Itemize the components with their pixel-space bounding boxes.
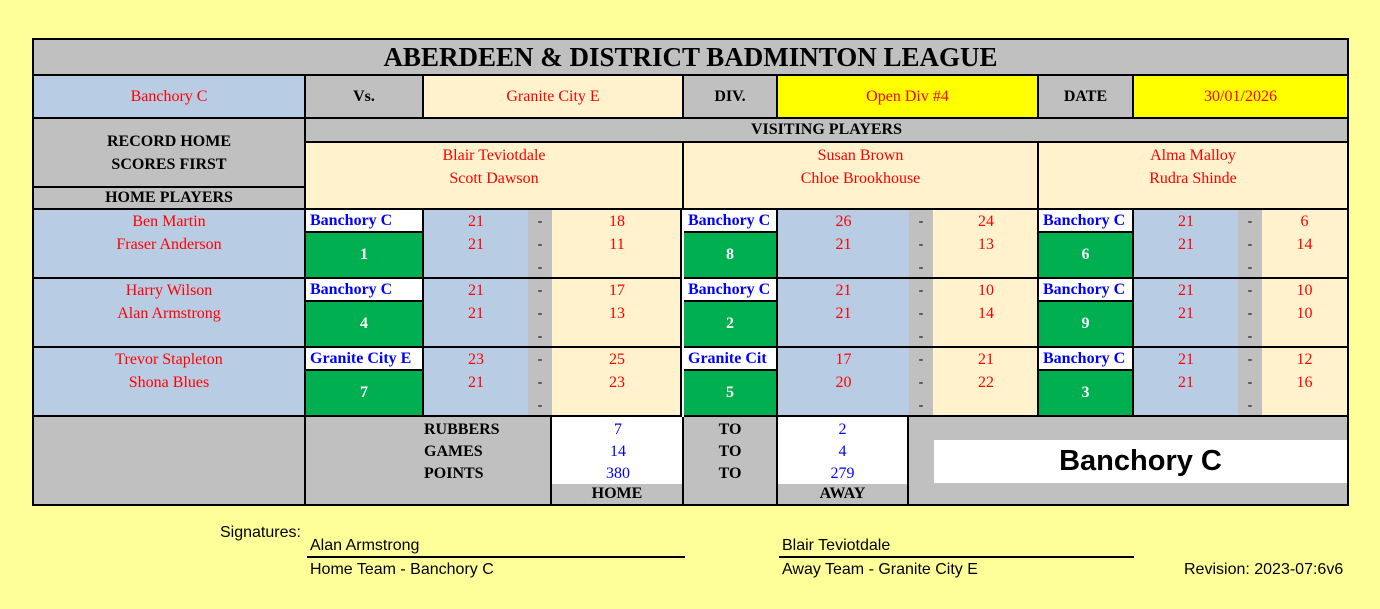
game-winner-r2c2: Banchory C [684,279,778,302]
game2-home-score-r3c2[interactable]: 20 [835,374,852,391]
game-winner-r1c3: Banchory C [1039,210,1134,233]
rubber-number-r1c3: 6 [1039,233,1134,279]
game2-away-score-r3c3[interactable]: 16 [1296,374,1313,391]
visiting-pair-3-player-2: Rudra Shinde [1149,170,1237,187]
visiting-pair-1-player-2: Scott Dawson [449,170,539,187]
visiting-pair-1-player-1: Blair Teviotdale [442,147,546,164]
score-separator-r3c2-1: - [918,352,924,367]
rubbers-away: 2 [838,421,847,438]
home-pair-1-player-2: Fraser Anderson [116,236,222,253]
score-separator-r3c1-1: - [537,352,543,367]
home-team-field[interactable]: Banchory C [34,76,306,119]
game1-away-score-r2c3[interactable]: 10 [1296,282,1313,299]
home-pair-1[interactable] [34,210,306,279]
visiting-players-label: VISITING PLAYERS [306,119,1347,143]
game-winner-r2c3: Banchory C [1039,279,1134,302]
home-pair-2-player-1: Harry Wilson [125,282,213,299]
game1-away-score-r2c2[interactable]: 10 [978,282,994,299]
home-pair-1-player-1: Ben Martin [132,213,206,230]
home-pair-2-player-2: Alan Armstrong [117,305,221,322]
home-pair-3-player-2: Shona Blues [128,374,210,391]
totals-blank [34,417,306,504]
score-separator-r1c3-1: - [1247,214,1253,229]
record-home-line2: SCORES FIRST [111,155,227,173]
game2-home-score-r1c2[interactable]: 21 [835,236,852,253]
home-label: HOME [552,484,684,504]
game2-home-score-r2c1[interactable]: 21 [468,305,484,322]
game-winner-r3c3: Banchory C [1039,348,1134,371]
score-separator-r3c3-2: - [1247,375,1253,390]
score-separator-r2c1-2: - [537,306,543,321]
game-winner-r2c1: Banchory C [306,279,424,302]
visiting-pair-3[interactable] [1039,143,1347,210]
signatures-label: Signatures: [220,524,301,541]
score-separator-r3c3-1: - [1247,352,1253,367]
visiting-pair-2-player-1: Susan Brown [817,147,904,164]
games-away: 4 [838,443,847,460]
score-separator-r1c1-1: - [537,214,543,229]
game2-home-score-r3c1[interactable]: 21 [468,374,484,391]
game1-home-score-r3c1[interactable]: 23 [468,351,484,368]
game1-home-score-r2c1[interactable]: 21 [468,282,484,299]
game2-away-score-r2c1[interactable]: 13 [609,305,625,322]
game2-home-score-r1c1[interactable]: 21 [468,236,484,253]
game1-home-score-r3c3[interactable]: 21 [1178,351,1194,368]
game-winner-r1c2: Banchory C [684,210,778,233]
score-sheet [32,38,1349,506]
home-players-label: HOME PLAYERS [34,186,306,210]
home-pair-3[interactable] [34,348,306,417]
game2-away-score-r1c1[interactable]: 11 [609,236,625,253]
game1-away-score-r3c3[interactable]: 12 [1296,351,1313,368]
rubber-number-r2c2: 2 [684,302,778,348]
rubber-number-r3c1: 7 [306,371,424,417]
game1-home-score-r3c2[interactable]: 17 [835,351,852,368]
rubbers-label: RUBBERS [424,421,500,438]
revision-text: Revision: 2023-07:6v6 [1184,561,1344,578]
game-winner-r3c1: Granite City E [306,348,424,371]
game1-away-score-r2c1[interactable]: 17 [609,282,625,299]
record-home-note [34,119,306,186]
score-separator-r2c3-2: - [1247,306,1253,321]
score-separator-r2c2-2: - [918,306,924,321]
game1-away-score-r3c1[interactable]: 25 [609,351,625,368]
game1-home-score-r1c2[interactable]: 26 [835,213,852,230]
game1-away-score-r1c1[interactable]: 18 [609,213,625,230]
score-separator-r1c2-2: - [918,237,924,252]
game2-home-score-r3c3[interactable]: 21 [1178,374,1194,391]
game-winner-r1c1: Banchory C [306,210,424,233]
record-home-line1: RECORD HOME [107,132,231,150]
division-field[interactable]: Open Div #4 [778,76,1039,119]
games-to-label: TO [718,443,742,460]
score-separator-r1c3-2: - [1247,237,1253,252]
visiting-pair-2[interactable] [684,143,1039,210]
away-label: AWAY [778,484,909,504]
score-separator-r3c2-2: - [918,375,924,390]
rubber-number-r1c1: 1 [306,233,424,279]
game-winner-r3c2: Granite Cit [684,348,778,371]
score-separator-r1c2-3: - [918,260,924,275]
score-separator-r2c2-1: - [918,283,924,298]
home-signature[interactable]: Alan Armstrong [310,537,420,554]
home-pair-3-player-1: Trevor Stapleton [115,351,223,368]
rubber-number-r3c2: 5 [684,371,778,417]
score-separator-r2c3-1: - [1247,283,1253,298]
score-separator-r3c2-3: - [918,398,924,413]
score-separator-r2c3-3: - [1247,329,1253,344]
game1-home-score-r2c2[interactable]: 21 [835,282,852,299]
game2-home-score-r1c3[interactable]: 21 [1178,236,1194,253]
game2-away-score-r1c2[interactable]: 13 [978,236,994,253]
game1-home-score-r1c3[interactable]: 21 [1178,213,1194,230]
score-separator-r1c3-3: - [1247,260,1253,275]
rubbers-home: 7 [614,421,622,438]
league-title: ABERDEEN & DISTRICT BADMINTON LEAGUE [34,40,1347,76]
home-pair-2[interactable] [34,279,306,348]
away-team-field[interactable]: Granite City E [424,76,684,119]
score-separator-r1c1-3: - [537,260,543,275]
date-field[interactable]: 30/01/2026 [1134,76,1347,119]
away-signature-caption: Away Team - Granite City E [782,561,978,578]
game2-away-score-r1c3[interactable]: 14 [1296,236,1313,253]
score-separator-r2c1-1: - [537,283,543,298]
away-signature-line [779,556,1134,558]
games-home: 14 [610,443,626,460]
game1-home-score-r2c3[interactable]: 21 [1178,282,1194,299]
points-home: 380 [606,465,630,482]
points-label: POINTS [424,465,484,482]
rubber-number-r3c3: 3 [1039,371,1134,417]
score-separator-r2c1-3: - [537,329,543,344]
rubber-number-r2c1: 4 [306,302,424,348]
home-signature-caption: Home Team - Banchory C [310,561,494,578]
rubbers-to-label: TO [718,421,742,438]
game1-away-score-r3c2[interactable]: 21 [978,351,994,368]
game2-away-score-r2c2[interactable]: 14 [978,305,994,322]
score-separator-r1c1-2: - [537,237,543,252]
away-signature[interactable]: Blair Teviotdale [782,537,891,554]
score-separator-r3c3-3: - [1247,398,1253,413]
div-label: DIV. [684,76,778,119]
games-label: GAMES [424,443,483,460]
score-separator-r2c2-3: - [918,329,924,344]
game2-away-score-r3c1[interactable]: 23 [609,374,625,391]
rubber-number-r2c3: 9 [1039,302,1134,348]
rubber-number-r1c2: 8 [684,233,778,279]
game2-away-score-r3c2[interactable]: 22 [978,374,994,391]
vs-label: Vs. [306,76,424,119]
score-separator-r1c2-1: - [918,214,924,229]
date-label: DATE [1039,76,1134,119]
game1-away-score-r1c3[interactable]: 6 [1300,213,1309,230]
game2-away-score-r2c3[interactable]: 10 [1296,305,1313,322]
score-separator-r3c1-2: - [537,375,543,390]
game1-away-score-r1c2[interactable]: 24 [978,213,994,230]
visiting-pair-3-player-1: Alma Malloy [1150,147,1236,164]
visiting-pair-2-player-2: Chloe Brookhouse [800,170,921,187]
game1-home-score-r1c1[interactable]: 21 [468,213,484,230]
points-to-label: TO [718,465,742,482]
game2-home-score-r2c3[interactable]: 21 [1178,305,1194,322]
match-winner: Banchory C [934,440,1347,483]
home-signature-line [307,556,685,558]
visiting-pair-1[interactable] [306,143,684,210]
score-separator-r3c1-3: - [537,398,543,413]
points-away: 279 [830,465,855,482]
game2-home-score-r2c2[interactable]: 21 [835,305,852,322]
